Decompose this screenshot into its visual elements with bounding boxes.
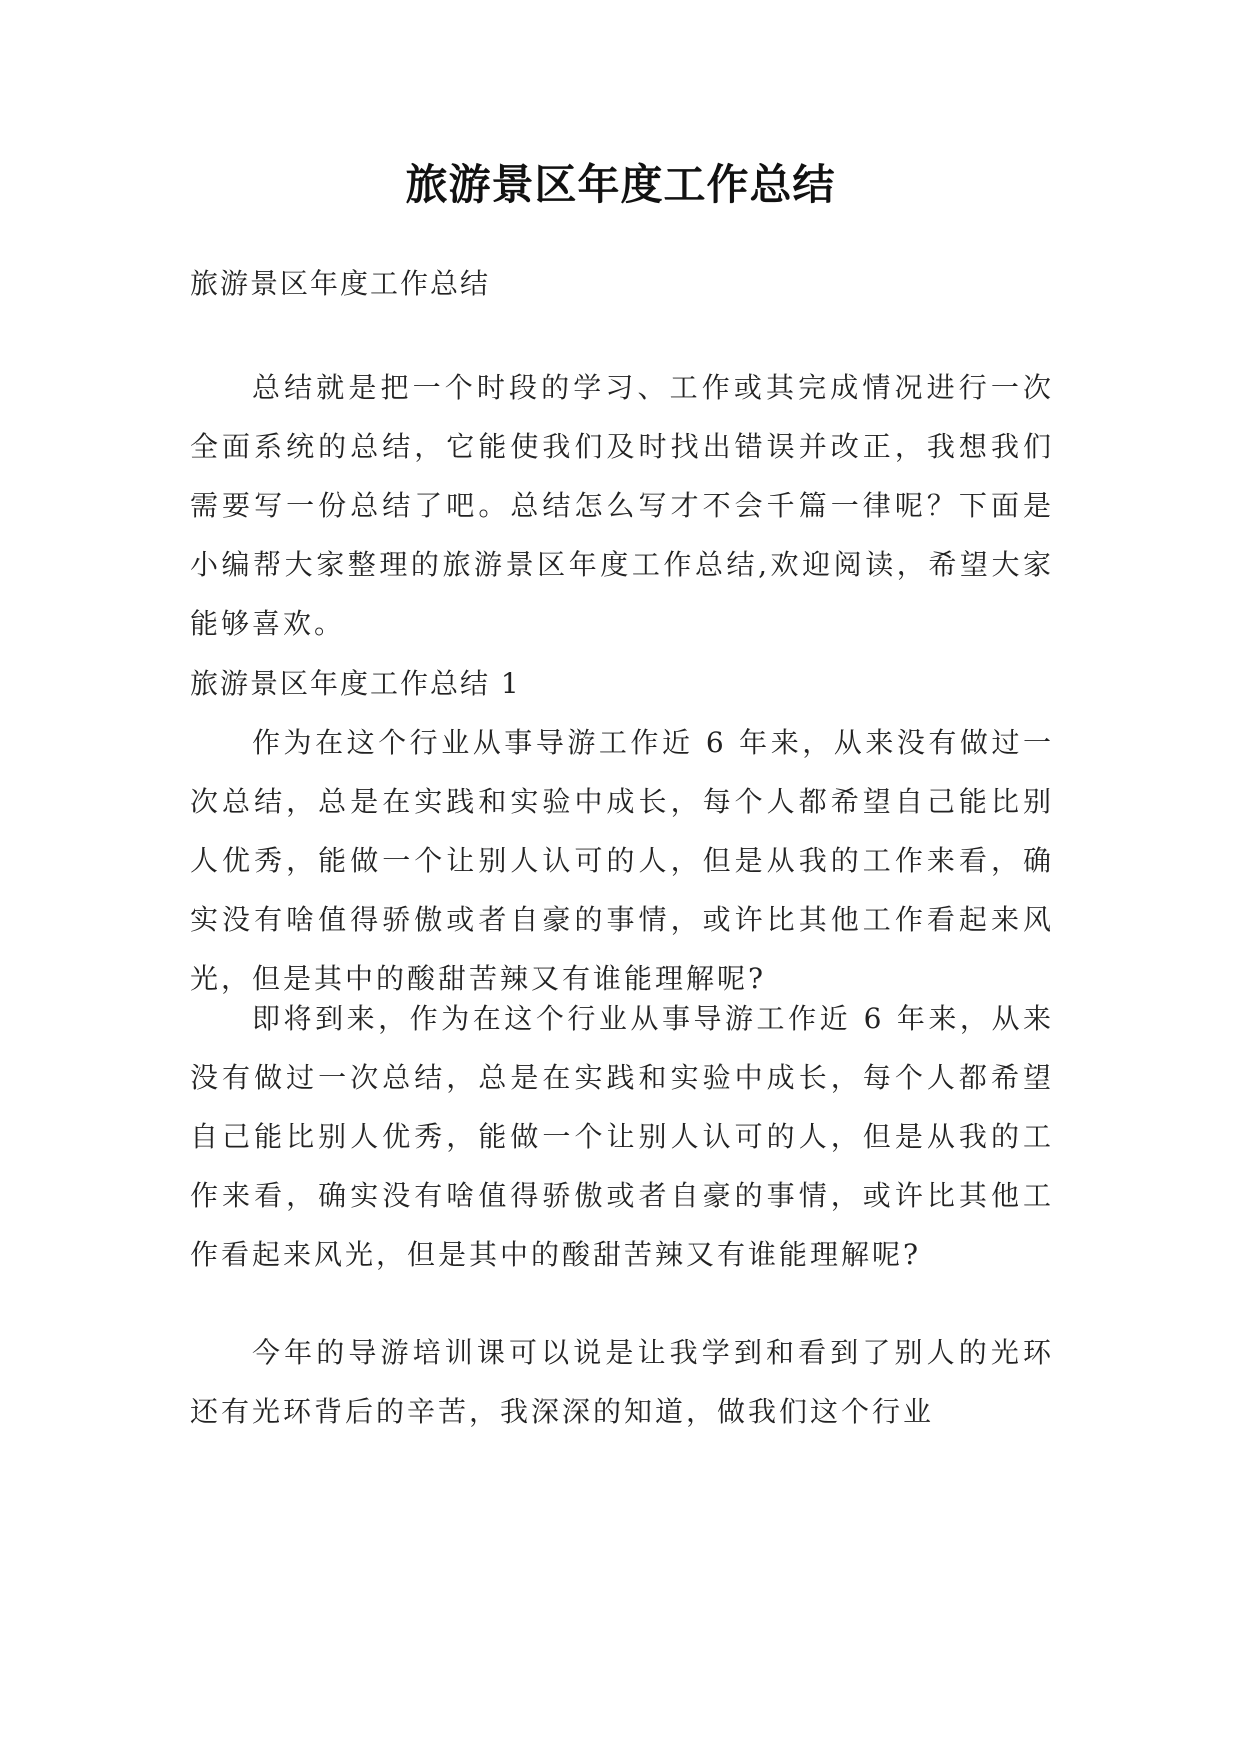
intro-paragraph: 总结就是把一个时段的学习、工作或其完成情况进行一次全面系统的总结，它能使我们及时找出错误并改正，我想我们需要写一份总结了吧。总结怎么写才不会千篇一律呢？下面是小编帮大家整理的旅游景区年度工作总结,欢迎阅读，希望大家能够喜欢。 — [190, 371, 1054, 640]
document-subtitle: 旅游景区年度工作总结 — [190, 267, 491, 300]
section1-paragraph-3: 今年的导游培训课可以说是让我学到和看到了别人的光环还有光环背后的辛苦，我深深的知道，做我们这个行业 — [190, 1336, 1054, 1428]
section1-paragraph-1: 作为在这个行业从事导游工作近 6 年来，从来没有做过一次总结，总是在实践和实验中成长，每个人都希望自己能比别人优秀，能做一个让别人认可的人，但是从我的工作来看，确实没有啥值得骄傲或者自豪的事情，或许比其他工作看起来风光，但是其中的酸甜苦辣又有谁能理解呢? — [190, 726, 1054, 995]
section1-paragraph-2: 即将到来，作为在这个行业从事导游工作近 6 年来，从来没有做过一次总结，总是在实践和实验中成长，每个人都希望自己能比别人优秀，能做一个让别人认可的人，但是从我的工作来看，确实没有啥值得骄傲或者自豪的事情，或许比其他工作看起来风光，但是其中的酸甜苦辣又有谁能理解呢? — [190, 1002, 1054, 1271]
document-title: 旅游景区年度工作总结 — [405, 160, 836, 209]
section1-heading: 旅游景区年度工作总结 1 — [190, 667, 521, 700]
